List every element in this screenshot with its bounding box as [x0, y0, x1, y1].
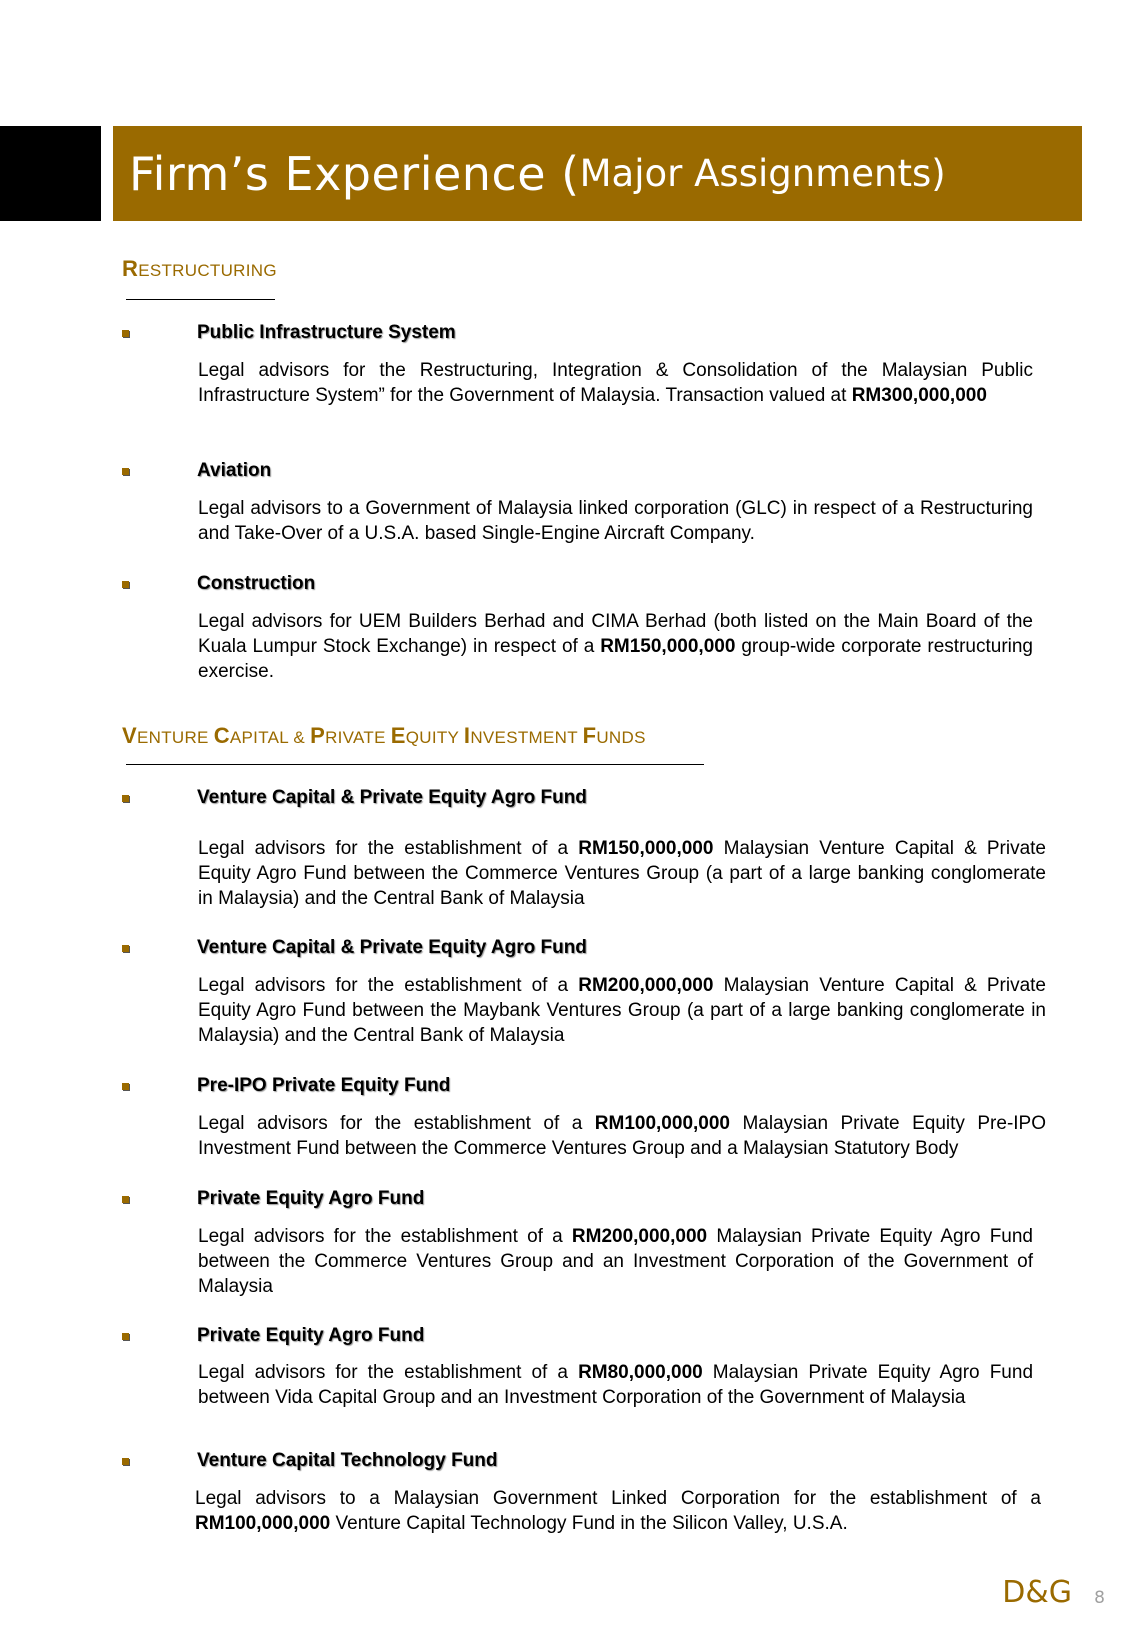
page-title-subtitle: Major Assignments) — [579, 152, 946, 195]
item-title: Venture Capital & Private Equity Agro Fund — [197, 787, 587, 808]
page-title: Firm’s Experience ( — [129, 146, 580, 201]
item-description: Legal advisors to a Malaysian Government Linked Corporation for the establishment of a RM100,000,000 Venture Capital Technology Fund in the Silicon Valley, U.S.A. — [195, 1488, 1041, 1534]
bullet-icon — [122, 330, 129, 337]
item-description: Legal advisors for the establishment of a RM150,000,000 Malaysian Venture Capital & Private Equity Agro Fund between the Commerce Ventures Group (a part of a large banking conglomerate in Malaysia) and the Central Bank of Malaysia — [198, 838, 1046, 909]
section-heading-restructuring: RESTRUCTURING — [122, 256, 277, 281]
item-title: Private Equity Agro Fund — [197, 1188, 425, 1209]
firm-logo: D&G — [1002, 1575, 1072, 1610]
bullet-icon — [122, 581, 129, 588]
item-title: Venture Capital Technology Fund — [197, 1450, 498, 1471]
bullet-icon — [122, 1333, 129, 1340]
item-title: Private Equity Agro Fund — [197, 1325, 425, 1346]
section-heading-venture-capital: VENTURE CAPITAL & PRIVATE EQUITY INVESTMENT FUNDS — [122, 723, 646, 748]
bullet-icon — [122, 468, 129, 475]
bullet-icon — [122, 795, 129, 802]
title-bar — [113, 126, 1082, 221]
item-description: Legal advisors for the Restructuring, Integration & Consolidation of the Malaysian Public Infrastructure System” for the Government of Malaysia. Transaction valued at RM300,000,000 — [198, 360, 1033, 406]
item-description: Legal advisors for the establishment of a RM80,000,000 Malaysian Private Equity Agro Fund between Vida Capital Group and an Investment Corporation of the Government of Malaysia — [198, 1362, 1034, 1408]
item-description: Legal advisors for the establishment of a RM100,000,000 Malaysian Private Equity Pre-IPO Investment Fund between the Commerce Ventures Group and a Malaysian Statutory Body — [198, 1113, 1046, 1159]
item-description: Legal advisors for the establishment of a RM200,000,000 Malaysian Venture Capital & Private Equity Agro Fund between the Maybank Ventures Group (a part of a large banking conglomerate in Malaysia) and the Central Bank of Malaysia — [198, 975, 1046, 1046]
bullet-icon — [122, 1458, 129, 1465]
item-description: Legal advisors for the establishment of a RM200,000,000 Malaysian Private Equity Agro Fund between the Commerce Ventures Group and an Investment Corporation of the Government of Malaysia — [198, 1226, 1033, 1297]
item-title: Aviation — [197, 460, 272, 481]
item-title: Pre-IPO Private Equity Fund — [197, 1075, 451, 1096]
bullet-icon — [122, 945, 129, 952]
item-title: Construction — [197, 573, 316, 594]
page-number: 8 — [1094, 1588, 1105, 1608]
header-black-block — [0, 126, 101, 221]
item-description: Legal advisors for UEM Builders Berhad and CIMA Berhad (both listed on the Main Board of the Kuala Lumpur Stock Exchange) in respect of a RM150,000,000 group-wide corporate restructuring exercise. — [198, 611, 1034, 682]
item-title: Venture Capital & Private Equity Agro Fund — [197, 937, 587, 958]
bullet-icon — [122, 1083, 129, 1090]
section-underline — [126, 764, 704, 765]
item-description: Legal advisors to a Government of Malaysia linked corporation (GLC) in respect of a Restructuring and Take-Over of a U.S.A. based Single-Engine Aircraft Company. — [198, 498, 1033, 544]
item-title: Public Infrastructure System — [197, 322, 456, 343]
section-underline — [126, 299, 275, 300]
bullet-icon — [122, 1196, 129, 1203]
